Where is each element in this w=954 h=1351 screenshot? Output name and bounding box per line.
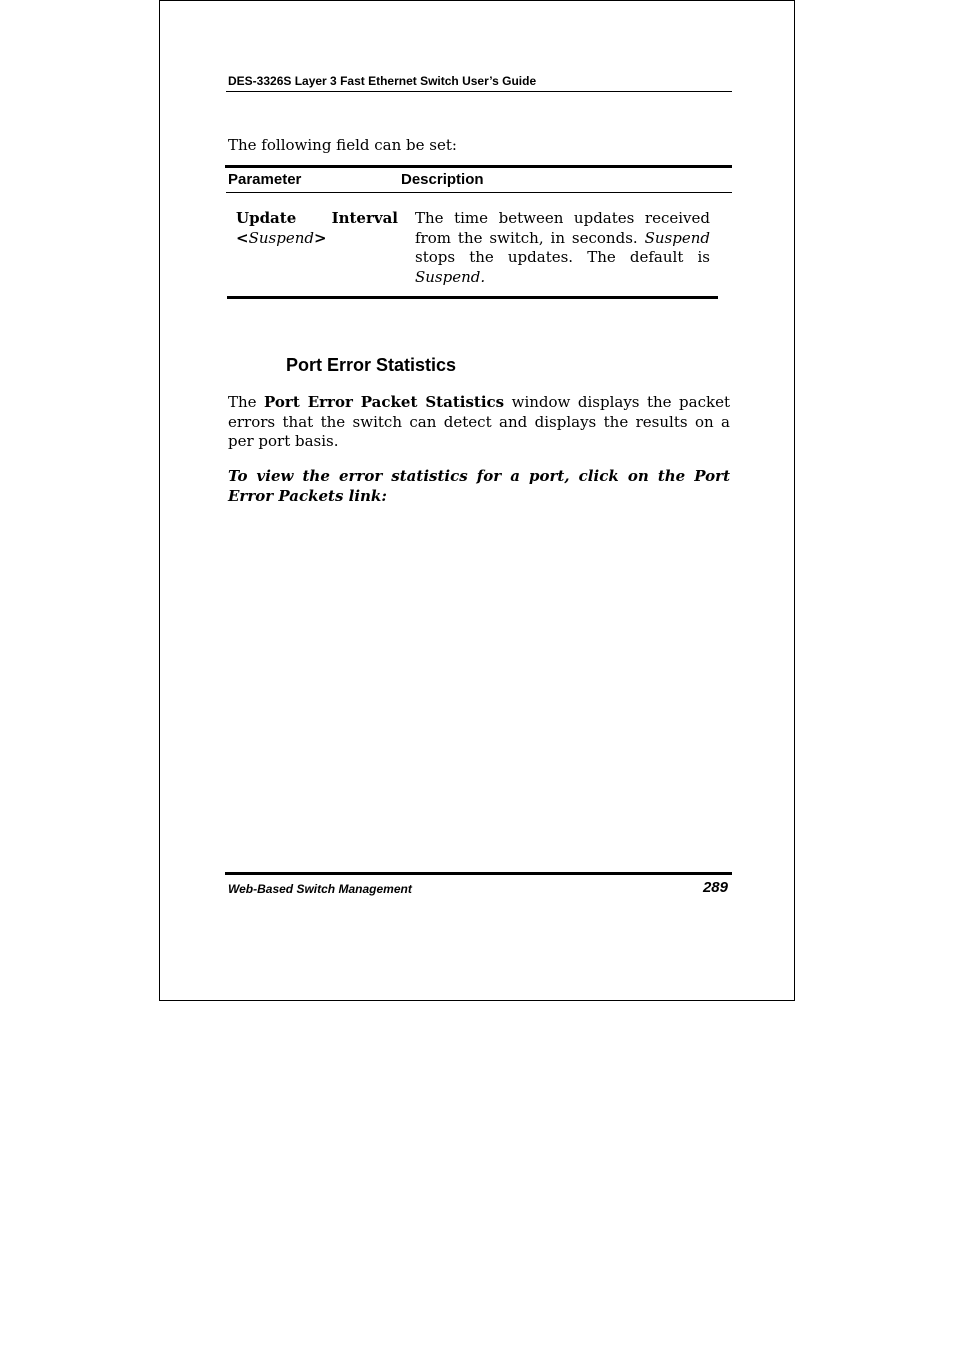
page-number: 289: [702, 879, 728, 896]
description-text-1: The time between updates received from the switch, in seconds.: [415, 209, 710, 247]
parameter-name: [236, 209, 398, 229]
footer-rule: [225, 872, 732, 875]
description-text-2: stops the updates. The default is: [415, 248, 710, 266]
table-header-rule: [226, 192, 732, 193]
paragraph-text-1: The: [228, 393, 265, 411]
paragraph-text-2: window displays the packet errors that the switch can detect and displays the results on a per port basis.: [228, 393, 730, 450]
column-header-parameter: Parameter: [228, 171, 302, 188]
paragraph-window-name: Port Error Packet Statistics: [264, 393, 505, 411]
running-footer-title: Web-Based Switch Management: [228, 882, 412, 896]
parameter-option-value: Suspend: [248, 228, 314, 247]
parameter-name-word-1: Update: [236, 209, 297, 227]
parameter-option-open: <: [236, 228, 249, 247]
header-rule: [226, 91, 732, 92]
parameter-option-close: >: [313, 228, 327, 247]
parameter-option: [236, 229, 398, 249]
table-row-parameter-cell: [236, 209, 398, 248]
description-suspend-1: Suspend: [644, 228, 710, 247]
section-heading: Port Error Statistics: [286, 355, 457, 375]
table-bottom-rule: [227, 296, 718, 299]
instruction-text: To view the error statistics for a port, click on the Port Error Packets link:: [228, 467, 730, 505]
body-paragraph: [228, 393, 730, 452]
column-header-description: Description: [401, 171, 484, 188]
table-row-description-cell: [415, 209, 710, 287]
parameter-name-word-2: Interval: [331, 209, 398, 227]
intro-text: The following field can be set:: [228, 136, 457, 154]
table-top-rule: [225, 165, 732, 168]
running-header-title: DES-3326S Layer 3 Fast Ethernet Switch User’s Guide: [228, 74, 537, 88]
description-suspend-2: Suspend.: [415, 267, 486, 286]
